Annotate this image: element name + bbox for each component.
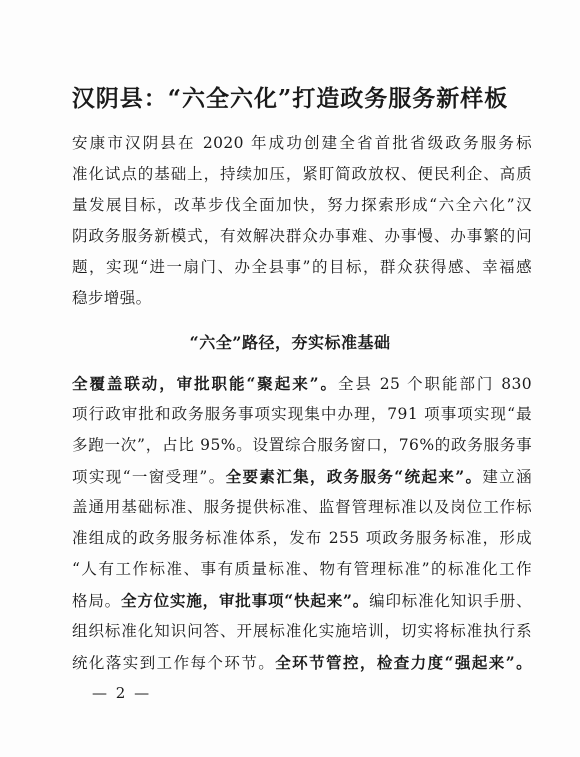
- document-title: 汉阴县：“六全六化”打造政务服务新样板: [71, 85, 509, 112]
- body-line: [72, 461, 532, 492]
- body-text: 统化落实到工作每个环节。: [72, 654, 276, 672]
- intro-line: 稳步增强。: [72, 289, 152, 307]
- page-number: — 2 —: [92, 684, 152, 702]
- intro-line: 安康市汉阴县在 2020 年成功创建全省首批省级政务服务标: [72, 134, 532, 152]
- body-text: 编印标准化知识手册、: [369, 592, 532, 610]
- body-paragraph: [72, 368, 532, 678]
- body-text: 全县 25 个职能部门 830: [337, 375, 532, 393]
- body-line: 组织标准化知识问答、开展标准化实施培训，切实将标准执行系: [72, 622, 532, 640]
- bold-phrase: 全要素汇集，政务服务“统起来”。: [225, 467, 483, 486]
- body-line: [72, 585, 532, 616]
- section-heading: “六全”路径，夯实标准基础: [189, 333, 391, 352]
- body-text: 项实现“一窗受理”。: [72, 468, 226, 486]
- bold-phrase: 全方位实施，审批事项“快起来”。: [121, 591, 370, 610]
- intro-line: 准化试点的基础上，持续加压，紧盯简政放权、便民利企、高质: [72, 165, 532, 183]
- intro-paragraph: [72, 128, 532, 314]
- bold-phrase: 全环节管控，检查力度“强起来”。: [275, 653, 532, 672]
- intro-line: 量发展目标，改革步伐全面加快，努力探索形成“六全六化”汉: [72, 196, 532, 214]
- body-line: 盖通用基础标准、服务提供标准、监督管理标准以及岗位工作标: [72, 498, 532, 516]
- intro-line: 题，实现“进一扇门、办全县事”的目标，群众获得感、幸福感: [72, 258, 532, 276]
- body-line: 项行政审批和政务服务事项实现集中办理，791 项事项实现“最: [72, 405, 532, 423]
- body-text: 建立涵: [482, 468, 533, 486]
- bold-phrase: 全覆盖联动，审批职能“聚起来”。: [72, 374, 338, 393]
- body-text: 格局。: [72, 592, 121, 610]
- body-line: 多跑一次”，占比 95%。设置综合服务窗口，76%的政务服务事: [72, 436, 532, 454]
- intro-line: 阴政务服务新模式，有效解决群众办事难、办事慢、办事繁的问: [72, 227, 532, 245]
- body-line: 准组成的政务服务标准体系，发布 255 项政务服务标准，形成: [72, 529, 532, 547]
- body-line: [72, 647, 532, 678]
- body-line: “人有工作标准、事有质量标准、物有管理标准”的标准化工作: [72, 560, 532, 578]
- body-line: [72, 368, 532, 399]
